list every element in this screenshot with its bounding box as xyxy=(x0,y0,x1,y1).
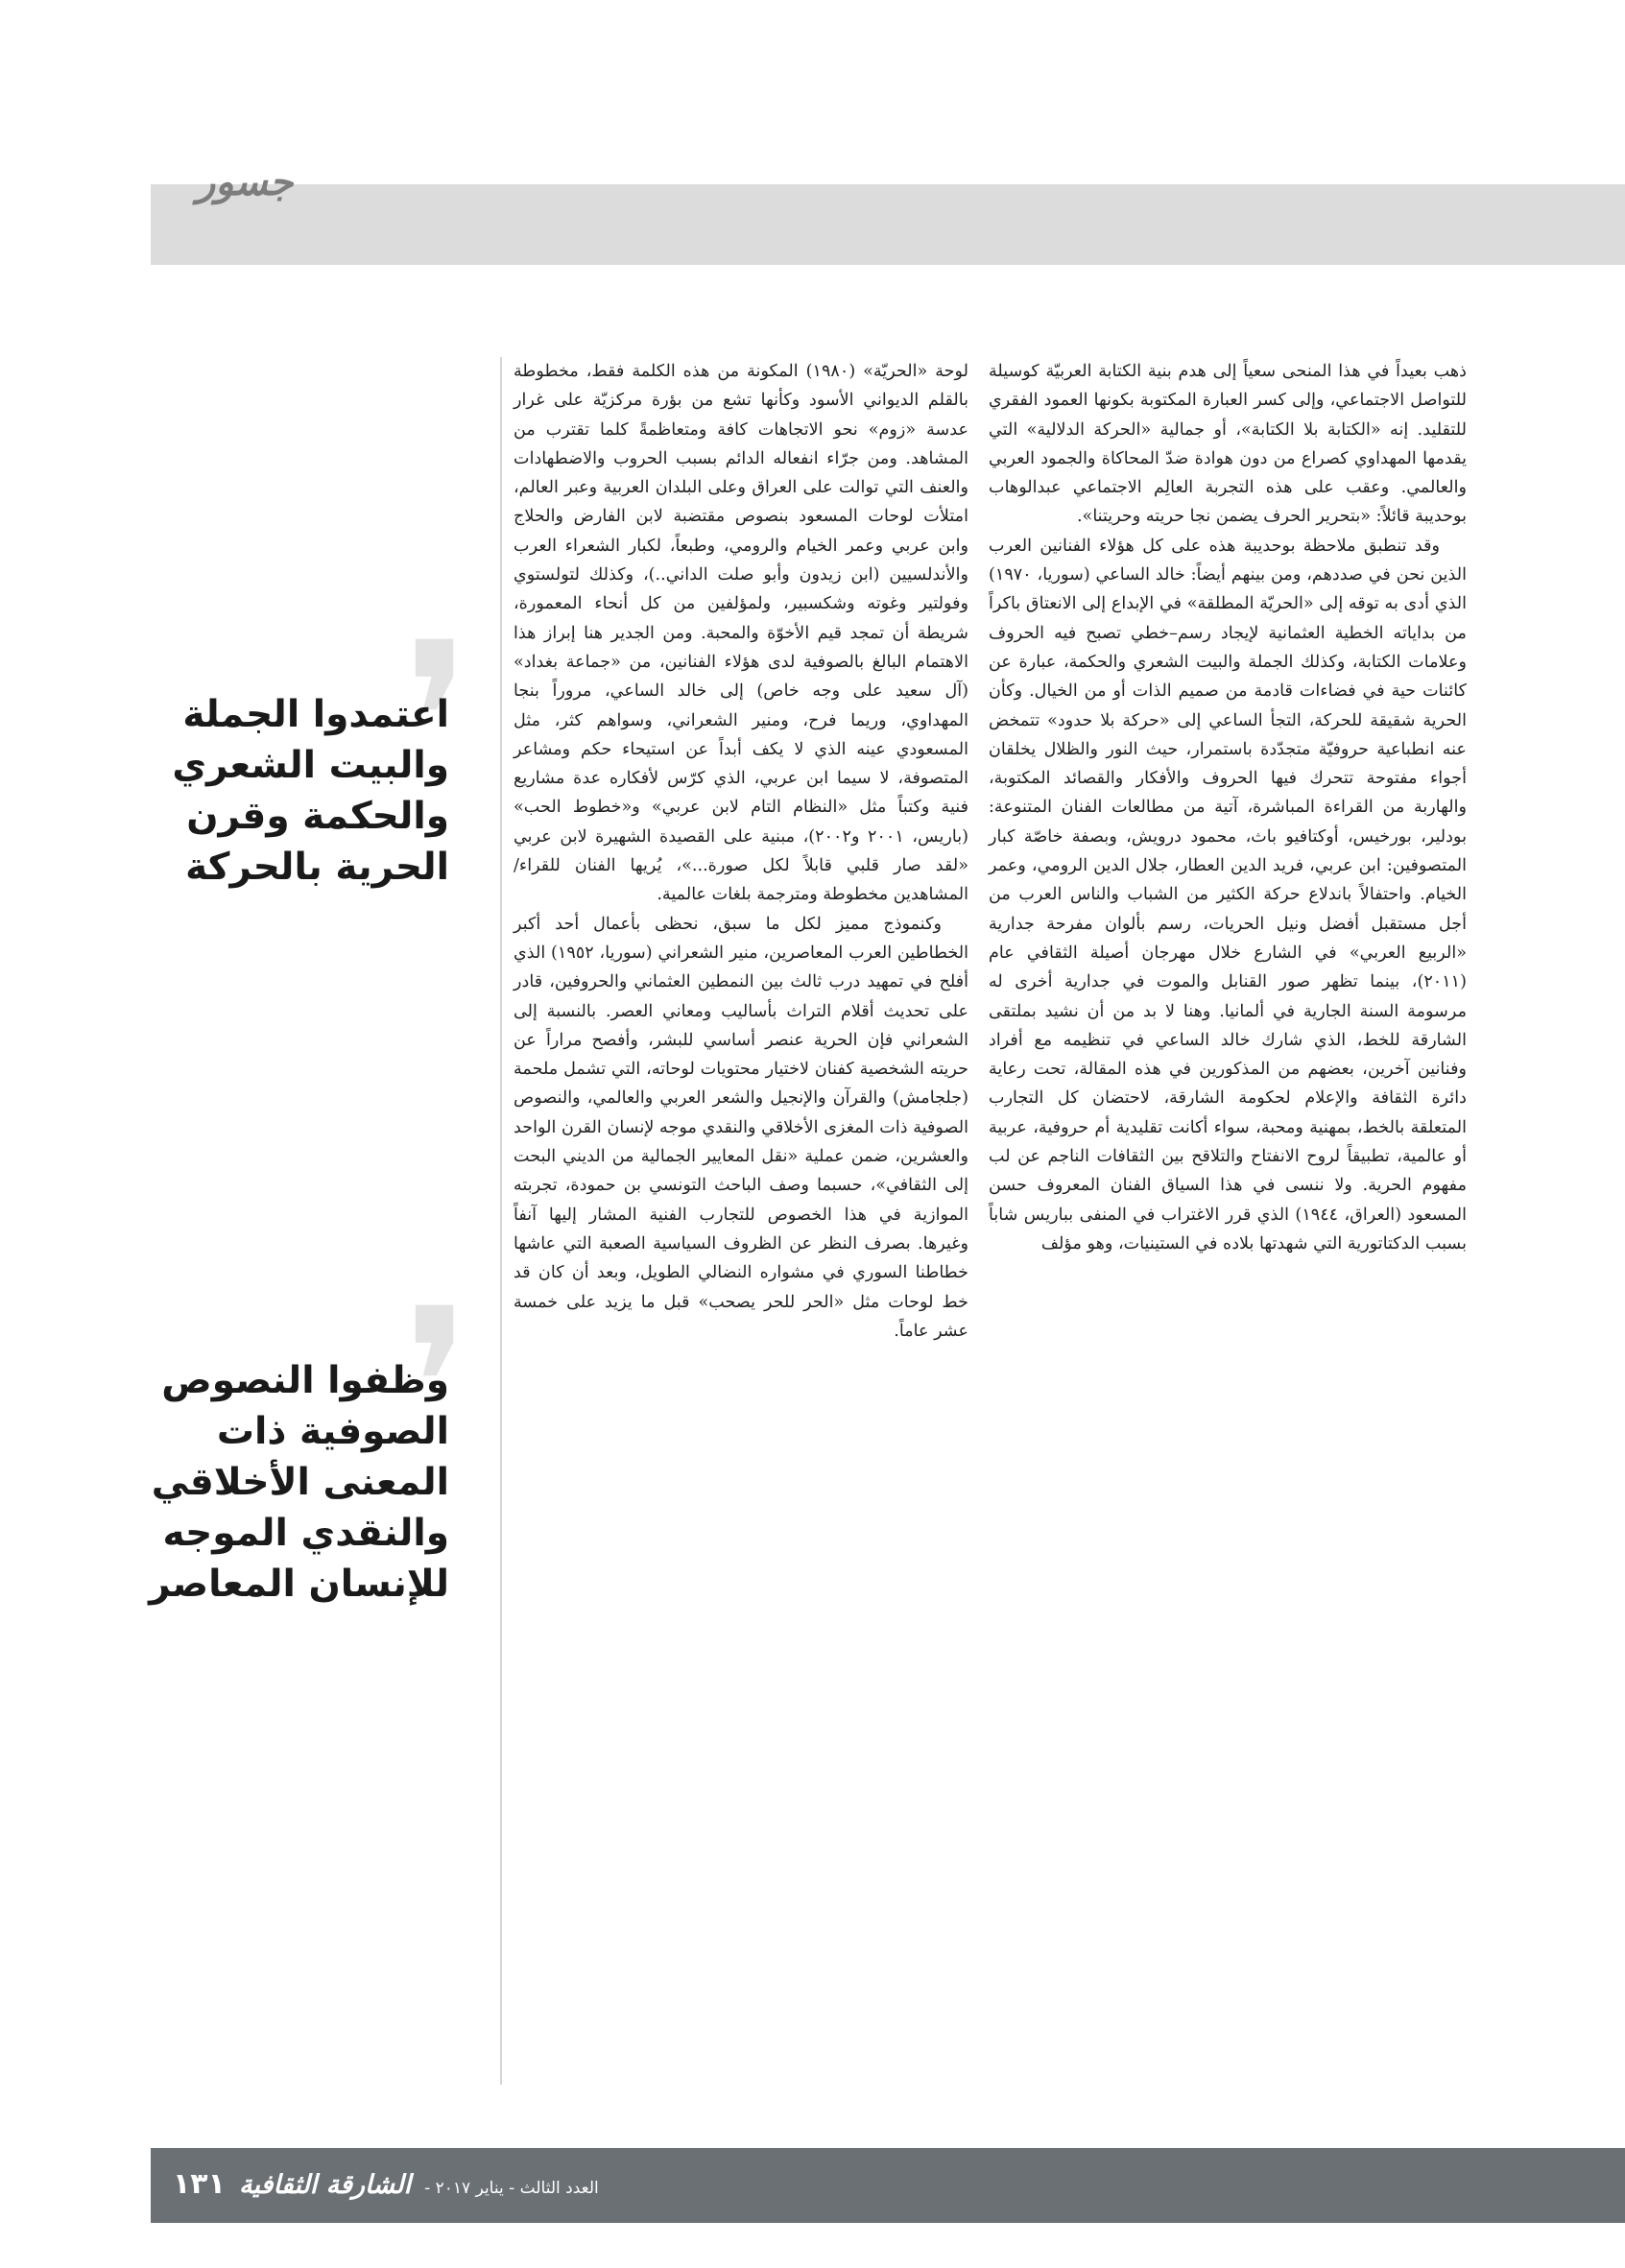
quote-mark-icon: ❜ xyxy=(403,1263,471,1509)
column-divider xyxy=(500,357,502,2085)
article-column-right xyxy=(989,357,1467,1258)
article-column-middle xyxy=(514,357,968,1346)
paragraph: ذهب بعيداً في هذا المنحى سعياً إلى هدم بنية الكتابة العربيّة كوسيلة للتواصل الاجتماعي، وإلى كسر العبارة المكتوبة بكونها العمود الفقري للتقليد. إنه «الكتابة بلا الكتابة»، أو جمالية «الحركة الدلالية» التي يقدمها المهداوي كصراع من دون هوادة ضدّ المحاكاة والجمود العربي والعالمي. وعقب على هذه التجربة العالِم الاجتماعي عبدالوهاب بوحديبة قائلاً: «بتحرير الحرف يضمن نجا حريته وحريتنا». xyxy=(989,362,1467,527)
page-number: ١٣١ xyxy=(173,2167,226,2201)
footer xyxy=(173,2167,599,2201)
pull-quote: اعتمدوا الجملة والبيت الشعري والحكمة وقرن الحرية بالحركة xyxy=(172,693,449,889)
paragraph: وقد تنطبق ملاحظة بوحديبة هذه على كل هؤلاء الفنانين العرب الذين نحن في صددهم، ومن بينهم أيضاً: خالد الساعي (سوريا، ١٩٧٠) الذي أدى به توقه إلى «الحريّة المطلقة» في الإبداع إلى الانعتاق باكراً من بداياته الخطية العثمانية لإيجاد رسم–خطي تصبح فيه الحروف وعلامات الكتابة، وكذلك الجملة والبيت الشعري والحكمة، عبارة عن كائنات حية في فضاءات قادمة من صميم الذات أو من الخيال. وكأن الحرية شقيقة للحركة، التجأ الساعي إلى «حركة بلا حدود» تتمخض عنه انطباعية حروفيّة متجدّدة باستمرار، حيث النور والظلال يخلقان أجواء مفتوحة تتحرك فيها الحروف والأفكار والقصائد المكتوبة، والهاربة من القراءة المباشرة، آتية من مطالعات الفنان المتنوعة: بودلير، بورخيس، أوكتافيو باث، محمود درويش، وبصفة خاصّة كبار المتصوفين: ابن عربي، فريد الدين العطار، جلال الدين الرومي، وعمر الخيام. واحتفالاً باندلاع حركة الكثير من الشباب والناس العرب من أجل مستقبل أفضل ونيل الحريات، رسم بألوان مفرحة جدارية «الربيع العربي» في الشارع خلال مهرجان أصيلة الثقافي عام (٢٠١١)، بينما تظهر صور القنابل والموت في جدارية أخرى له مرسومة السنة الجارية في ألمانيا. وهنا لا بد من أن نشيد بملتقى الشارقة للخط، الذي شارك خالد الساعي في تنظيمه مع أفراد وفنانين آخرين، بعضهم من المذكورين في هذه المقالة، تحت رعاية دائرة الثقافة والإعلام لحكومة الشارقة، لاحتضان كل التجارب المتعلقة بالخط، بمهنية ومحبة، سواء أكانت تقليدية أم حروفية، عربية أو عالمية، تطبيقاً لروح الانفتاح والتلاقح بين الثقافات الناجم عن لب مفهوم الحرية. ولا ننسى في هذا السياق الفنان المعروف حسن المسعود (العراق، ١٩٤٤) الذي قرر الاغتراب في المنفى بباريس شاباً بسبب الدكتاتورية التي شهدتها بلاده في الستينيات، وهو مؤلف xyxy=(989,536,1467,1253)
section-title: جسور xyxy=(197,159,294,204)
footer-brand-logo: الشارقة الثقافية xyxy=(238,2170,412,2200)
header-band xyxy=(151,184,1625,265)
paragraph: لوحة «الحريّة» (١٩٨٠) المكونة من هذه الكلمة فقط، مخطوطة بالقلم الديواني الأسود وكأنها تشع من بؤرة مركزيّة على غرار عدسة «زوم» نحو الاتجاهات كافة ومتعاظمةً كلما تقترب من المشاهد. ومن جرّاء انفعاله الدائم بسبب الحروب والاضطهادات والعنف التي توالت على العراق وعلى البلدان العربية وعبر العالم، امتلأت لوحات المسعود بنصوص مقتضبة لابن الفارض والحلاج وابن عربي وعمر الخيام والرومي، وطبعاً، لكبار الشعراء العرب والأندلسيين (ابن زيدون وأبو صلت الداني..)، وكذلك لتولستوي وفولتير وغوته وشكسبير، ولمؤلفين من كل أنحاء المعمورة، شريطة أن تمجد قيم الأخوّة والمحبة. ومن الجدير هنا إبراز هذا الاهتمام البالغ بالصوفية لدى هؤلاء الفنانين، من «جماعة بغداد» (آل سعيد على وجه خاص) إلى خالد الساعي، مروراً بنجا المهداوي، وريما فرح، ومنير الشعراني، وسواهم كثر، مثل المسعودي عينه الذي لا يكف أبداً عن استيحاء حكم ومشاعر المتصوفة، لا سيما ابن عربي، الذي كرّس لأفكاره عدة مشاريع فنية وكتباً مثل «النظام التام لابن عربي» و«خطوط الحب» (باريس، ٢٠٠١ و٢٠٠٢)، مبنية على القصيدة الشهيرة لابن عربي «لقد صار قلبي قابلاً لكل صورة...»، يُريها الفنان للقراء/ المشاهدين مخطوطة ومترجمة بلغات عالمية. xyxy=(514,362,969,905)
quote-mark-icon: ❜ xyxy=(403,597,471,843)
pull-quote: وظفوا النصوص الصوفية ذات المعنى الأخلاقي والنقدي الموجه للإنسان المعاصر xyxy=(149,1359,449,1606)
footer-issue: العدد الثالث - يناير ٢٠١٧ - xyxy=(424,2179,599,2198)
paragraph: وكنموذج مميز لكل ما سبق، نحظى بأعمال أحد أكبر الخطاطين العرب المعاصرين، منير الشعراني (سوريا، ١٩٥٢) الذي أفلح في تمهيد درب ثالث بين النمطين العثماني والحروفين، قادر على تحديث أقلام التراث بأساليب ومعاني العصر. بالنسبة إلى الشعراني فإن الحرية عنصر أساسي للبشر، وأفصح مراراً عن حريته الشخصية كفنان لاختيار محتويات لوحاته، التي تشمل ملحمة (جلجامش) والقرآن والإنجيل والشعر العربي والعالمي، والنصوص الصوفية ذات المغزى الأخلاقي والنقدي موجه لإنسان القرن الواحد والعشرين، ضمن عملية «نقل المعايير الجمالية من الديني البحت إلى الثقافي»، حسبما وصف الباحث التونسي بن حمودة، تجربته الموازية في هذا الخصوص للتجارب الفنية المشار إليها آنفاً وغيرها. بصرف النظر عن الظروف السياسية الصعبة التي عاشها خطاطنا السوري في مشواره النضالي الطويل، وبعد أن كان قد خط لوحات مثل «الحر للحر يصحب» قبل ما يزيد على خمسة عشر عاماً. xyxy=(514,914,968,1341)
